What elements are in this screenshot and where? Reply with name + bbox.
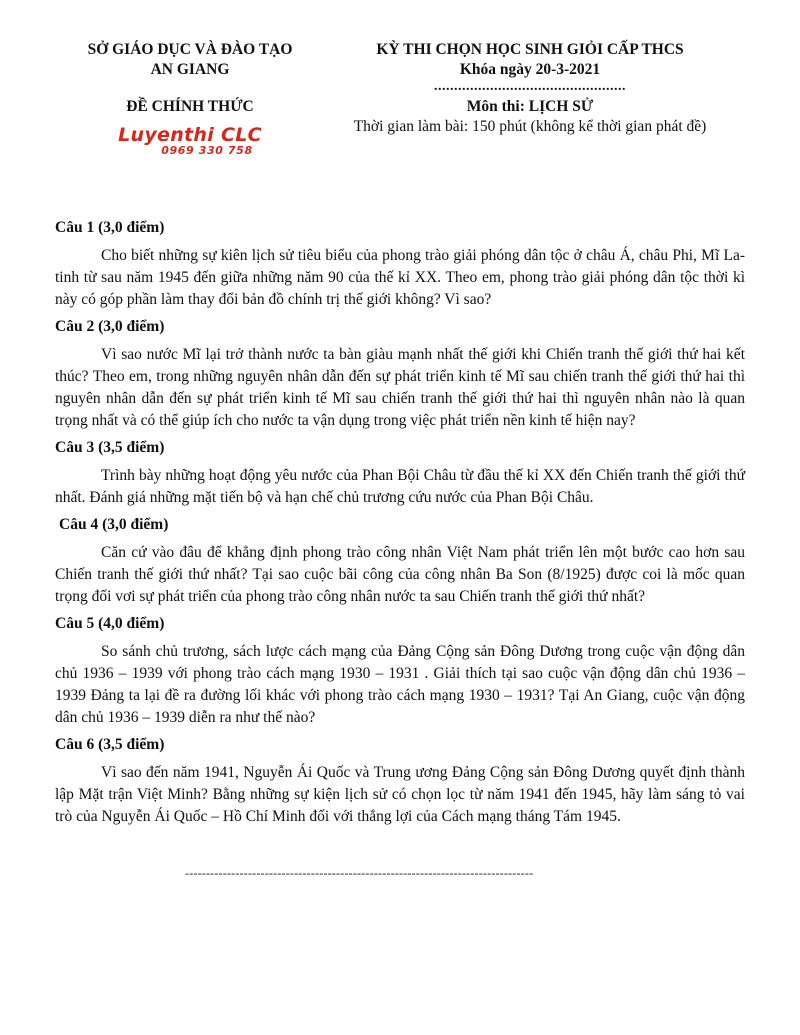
question-body: Căn cứ vào đâu để khẳng định phong trào công nhân Việt Nam phát triển lên một bước cao hơn sau Chiến tranh thế giới thứ nhất? Tại sao cuộc bãi công của công nhân Ba Son (8/1925) được coi là mốc quan trọng đối vơi sự phát triển của phong trào công nhân nước ta sau Chiến tranh thế giới thứ nhất? <box>55 544 745 605</box>
question-title: Câu 2 (3,0 điểm) <box>55 318 165 335</box>
question-body: So sánh chủ trương, sách lược cách mạng của Đảng Cộng sản Đông Dương trong cuộc vận động dân chủ 1936 – 1939 với phong trào cách mạng 1930 – 1931 . Giải thích tại sao cuộc vận động dân chủ 1936 – 1939 Đảng ta lại đề ra đường lối khác với phong trào cách mạng 1930 – 1931? Tại An Giang, cuộc vận động dân chủ 1936 – 1939 diễn ra như thế nào? <box>55 643 745 726</box>
question-title: Câu 4 (3,0 điểm) <box>59 516 169 533</box>
question-4 <box>55 514 745 608</box>
question-body: Vì sao nước Mĩ lại trở thành nước ta bàn giàu mạnh nhất thế giới khi Chiến tranh thế giới thứ hai kết thúc? Theo em, trong những nguyên nhân dẫn đến sự phát triển kinh tế Mĩ sau chiến tranh thế giới thứ hai thì nguyên nhân dẫn đến sự phát triển kinh tế Mĩ sau chiến tranh thế giới thứ hai thì nguyên nhân nào là quan trọng nhất và có thể giúp ích cho nước ta vận dụng trong việc phát triển nền kinh tế hiện nay? <box>55 346 745 429</box>
question-1 <box>55 217 745 311</box>
question-title: Câu 1 (3,0 điểm) <box>55 219 165 236</box>
department-name: SỞ GIÁO DỤC VÀ ĐÀO TẠO <box>87 41 293 58</box>
exam-subject: Môn thi: LỊCH SỬ <box>466 98 594 115</box>
question-title: Câu 3 (3,5 điểm) <box>55 439 165 456</box>
province-name: AN GIANG <box>150 61 230 78</box>
exam-title: KỲ THI CHỌN HỌC SINH GIỎI CẤP THCS <box>376 41 684 58</box>
question-body: Vì sao đến năm 1941, Nguyễn Ái Quốc và Trung ương Đảng Cộng sản Đông Dương quyết định thành lập Mặt trận Việt Minh? Bằng những sự kiện lịch sử có chọn lọc từ năm 1941 đến 1945, hãy làm sáng tỏ vai trò của Nguyễn Ái Quốc – Hồ Chí Minh đối với thắng lợi của Cách mạng tháng Tám 1945. <box>55 764 745 825</box>
end-divider: ----------------------------------------------------------------------------------- <box>185 866 534 880</box>
left-header <box>55 40 325 157</box>
question-title: Câu 5 (4,0 điểm) <box>55 615 165 632</box>
watermark-name: Luyenthi CLC <box>118 124 262 146</box>
exam-date: Khóa ngày 20-3-2021 <box>459 61 601 78</box>
right-header <box>320 40 740 137</box>
official-label: ĐỀ CHÍNH THỨC <box>126 98 254 115</box>
questions-list <box>55 212 745 831</box>
watermark-logo <box>55 125 325 157</box>
question-5 <box>55 613 745 729</box>
question-body: Trình bày những hoạt động yêu nước của Phan Bội Châu từ đầu thế kỉ XX đến Chiến tranh thế giới thứ nhất. Đánh giá những mặt tiến bộ và hạn chế chủ trương cứu nước của Phan Bội Châu. <box>55 467 745 506</box>
question-6 <box>55 734 745 828</box>
question-body: Cho biết những sự kiên lịch sử tiêu biểu của phong trào giải phóng dân tộc ở châu Á, châu Phi, Mĩ La-tinh từ sau năm 1945 đến giữa những năm 90 của thế kỉ XX. Theo em, phong trào giải phóng dân tộc thời kì này có góp phần làm thay đổi bản đồ chính trị thế giới không? Vì sao? <box>55 247 745 308</box>
question-2 <box>55 316 745 432</box>
watermark-phone: 0969 330 758 <box>161 144 253 157</box>
exam-time: Thời gian làm bài: 150 phút (không kể thời gian phát đề) <box>353 118 707 135</box>
question-3 <box>55 437 745 509</box>
dotted-separator: ................................................ <box>434 79 626 94</box>
question-title: Câu 6 (3,5 điểm) <box>55 736 165 753</box>
